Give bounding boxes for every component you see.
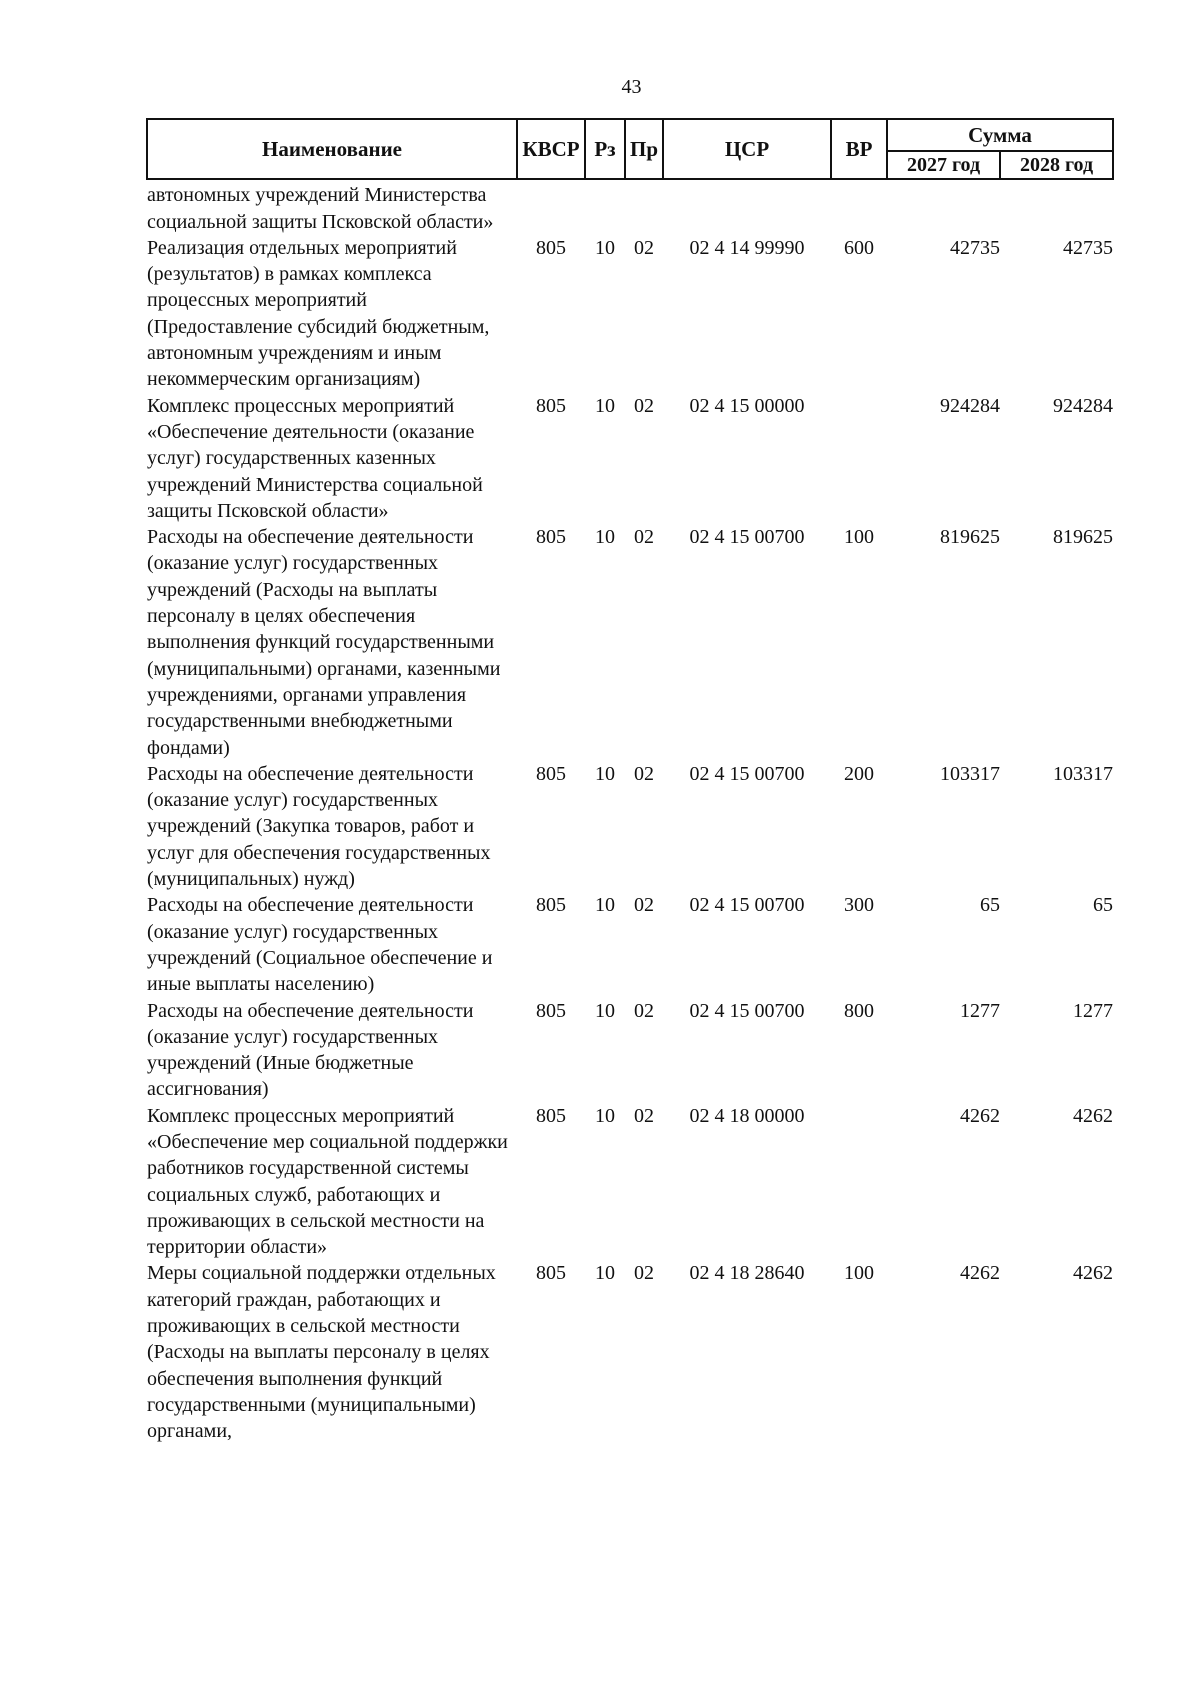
- cell-csr: 02 4 15 00700: [689, 894, 805, 917]
- cell-rz: 10: [595, 999, 615, 1022]
- cell-amount-2027: 924284: [940, 394, 1000, 417]
- cell-amount-2027: 103317: [940, 762, 1000, 785]
- cell-kvsr: 805: [536, 394, 566, 417]
- header-name: Наименование: [147, 119, 517, 179]
- cell-name: Расходы на обеспечение деятельности (оказание услуг) государственных учреждений (Закупка товаров, работ и услуг для обеспечения государственных (муниципальных) нужд): [147, 762, 491, 891]
- cell-rz: 10: [595, 1104, 615, 1127]
- cell-vr: [831, 179, 887, 235]
- table-row: [147, 393, 1113, 524]
- table-row: [147, 892, 1113, 997]
- cell-rz: 10: [595, 526, 615, 549]
- cell-name: Расходы на обеспечение деятельности (оказание услуг) государственных учреждений (Иные бюджетные ассигнования): [147, 999, 474, 1101]
- cell-vr: [831, 1103, 887, 1261]
- cell-csr: 02 4 15 00700: [689, 762, 805, 785]
- cell-rz: 10: [595, 1262, 615, 1285]
- cell-name: Комплекс процессных мероприятий «Обеспечение деятельности (оказание услуг) государственных казенных учреждений Министерства социальной защиты Псковской области»: [147, 394, 483, 522]
- cell-amount-2028: 65: [1093, 894, 1113, 917]
- cell-amount-2027: 42735: [950, 236, 1000, 259]
- cell-rz: 10: [595, 394, 615, 417]
- cell-amount-2028: 4262: [1073, 1262, 1113, 1285]
- cell-amount-2028: 42735: [1063, 236, 1113, 259]
- cell-csr: 02 4 18 28640: [689, 1262, 805, 1285]
- cell-amount-2028: [1000, 179, 1113, 235]
- table-row: [147, 998, 1113, 1103]
- header-kvsr: КВСР: [517, 119, 585, 179]
- cell-amount-2027: 819625: [940, 526, 1000, 549]
- cell-pr: 02: [634, 762, 654, 785]
- cell-amount-2028: 1277: [1073, 999, 1113, 1022]
- cell-amount-2028: 4262: [1073, 1104, 1113, 1127]
- cell-csr: 02 4 15 00000: [689, 394, 805, 417]
- header-sum: Сумма: [887, 119, 1113, 151]
- cell-kvsr: 805: [536, 762, 566, 785]
- cell-kvsr: 805: [536, 1262, 566, 1285]
- cell-pr: [625, 179, 663, 235]
- cell-kvsr: 805: [536, 236, 566, 259]
- header-pr: Пр: [625, 119, 663, 179]
- table-row: [147, 524, 1113, 761]
- table-row: [147, 761, 1113, 892]
- cell-vr: 600: [844, 236, 874, 259]
- header-year-2027: 2027 год: [887, 151, 1000, 179]
- cell-rz: 10: [595, 236, 615, 259]
- header-csr: ЦСР: [663, 119, 831, 179]
- cell-amount-2028: 924284: [1053, 394, 1113, 417]
- cell-vr: 300: [844, 894, 874, 917]
- header-year-2028: 2028 год: [1000, 151, 1113, 179]
- cell-csr: 02 4 18 00000: [689, 1104, 805, 1127]
- cell-pr: 02: [634, 526, 654, 549]
- cell-amount-2027: 4262: [960, 1104, 1000, 1127]
- cell-kvsr: 805: [536, 999, 566, 1022]
- cell-amount-2028: 819625: [1053, 526, 1113, 549]
- cell-rz: 10: [595, 762, 615, 785]
- cell-pr: 02: [634, 236, 654, 259]
- cell-amount-2027: 65: [980, 894, 1000, 917]
- cell-kvsr: 805: [536, 894, 566, 917]
- cell-amount-2027: 1277: [960, 999, 1000, 1022]
- table-row: [147, 179, 1113, 235]
- table-header: [147, 119, 1113, 179]
- table-body: [147, 179, 1113, 1444]
- cell-vr: [831, 393, 887, 524]
- cell-csr: 02 4 15 00700: [689, 526, 805, 549]
- cell-name: Меры социальной поддержки отдельных категорий граждан, работающих и проживающих в сельской местности (Расходы на выплаты персоналу в целях обеспечения выполнения функций государственными (муниципальными) органами,: [147, 1262, 496, 1443]
- cell-vr: 100: [844, 1262, 874, 1285]
- header-vr: ВР: [831, 119, 887, 179]
- cell-pr: 02: [634, 999, 654, 1022]
- page-number: 43: [621, 76, 642, 98]
- cell-vr: 800: [844, 999, 874, 1022]
- cell-amount-2028: 103317: [1053, 762, 1113, 785]
- cell-csr: 02 4 15 00700: [689, 999, 805, 1022]
- cell-name: Комплекс процессных мероприятий «Обеспечение мер социальной поддержки работников государственной системы социальных служб, работающих и проживающих в сельской местности на территории области»: [147, 1104, 508, 1259]
- cell-amount-2027: [887, 179, 1000, 235]
- cell-kvsr: 805: [536, 1104, 566, 1127]
- cell-pr: 02: [634, 394, 654, 417]
- cell-amount-2027: 4262: [960, 1262, 1000, 1285]
- cell-kvsr: [517, 179, 585, 235]
- cell-pr: 02: [634, 1262, 654, 1285]
- cell-name: Расходы на обеспечение деятельности (оказание услуг) государственных учреждений (Расходы на выплаты персоналу в целях обеспечения выполнения функций государственными (муниципальными) органами, казенными учреждениями, органами управления государственными внебюджетными фондами): [147, 526, 501, 759]
- cell-vr: 200: [844, 762, 874, 785]
- table-row: [147, 235, 1113, 393]
- cell-rz: 10: [595, 894, 615, 917]
- header-rz: Рз: [585, 119, 625, 179]
- cell-kvsr: 805: [536, 526, 566, 549]
- cell-name: Реализация отдельных мероприятий (результатов) в рамках комплекса процессных мероприятий (Предоставление субсидий бюджетным, автономным учреждениям и иным некоммерческим организациям): [147, 236, 490, 391]
- cell-name: автономных учреждений Министерства социальной защиты Псковской области»: [147, 184, 494, 233]
- cell-vr: 100: [844, 526, 874, 549]
- cell-pr: 02: [634, 894, 654, 917]
- table-row: [147, 1103, 1113, 1261]
- cell-csr: 02 4 14 99990: [689, 236, 805, 259]
- cell-name: Расходы на обеспечение деятельности (оказание услуг) государственных учреждений (Социальное обеспечение и иные выплаты населению): [147, 894, 493, 996]
- budget-table: [146, 118, 1114, 1445]
- cell-rz: [585, 179, 625, 235]
- cell-csr: [663, 179, 831, 235]
- cell-pr: 02: [634, 1104, 654, 1127]
- table-row: [147, 1260, 1113, 1444]
